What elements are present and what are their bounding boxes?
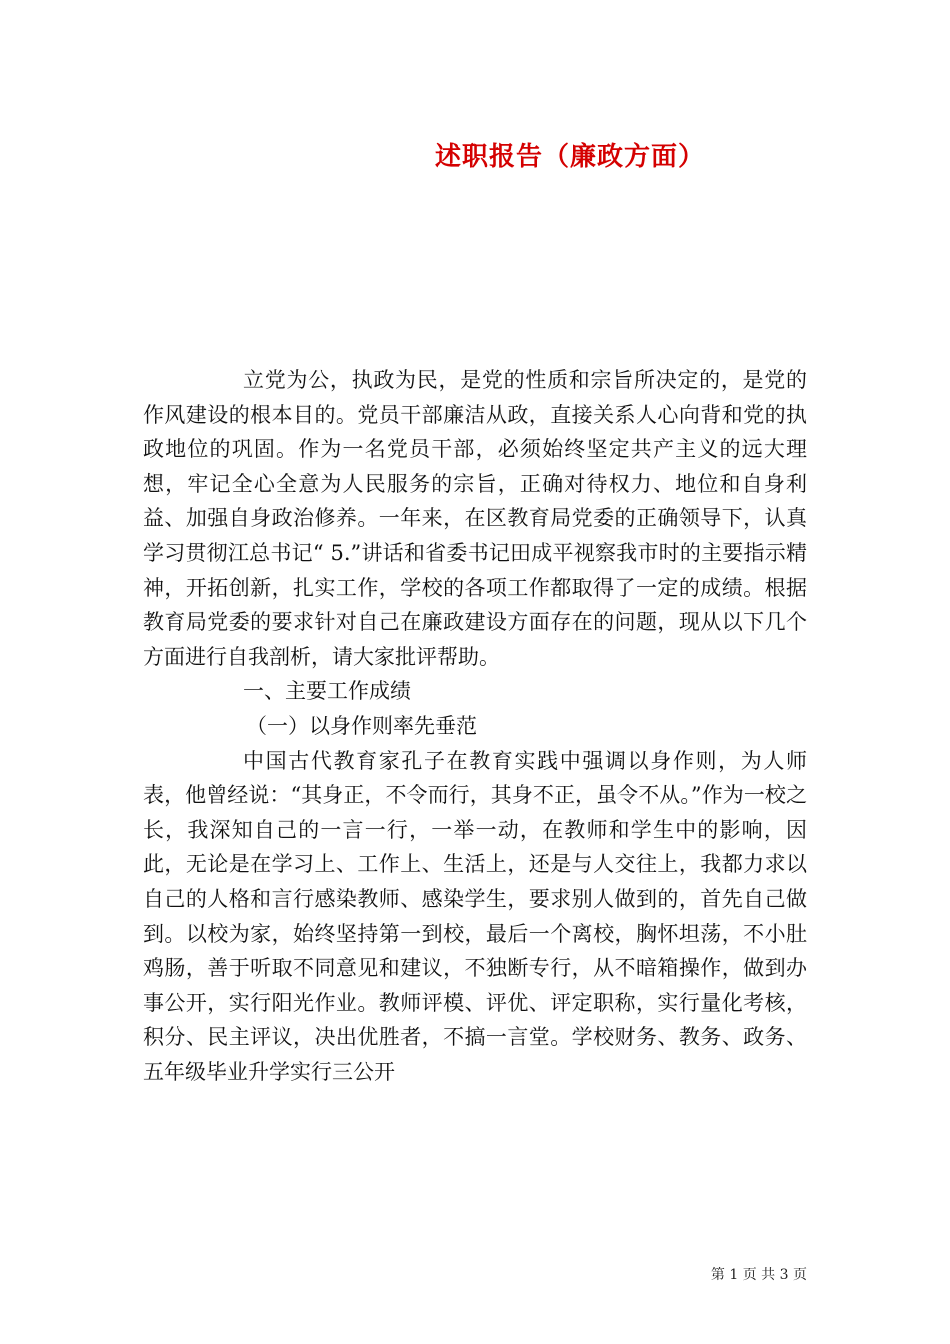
- intro-paragraph: 立党为公，执政为民，是党的性质和宗旨所决定的，是党的作风建设的根本目的。党员干部廉洁从政，直接关系人心向背和党的执政地位的巩固。作为一名党员干部，必须始终坚定共产主义的远大理想，牢记全心全意为人民服务的宗旨，正确对待权力、地位和自身利益、加强自身政治修养。一年来，在区教育局党委的正确领导下，认真学习贯彻江总书记“ 5.”讲话和省委书记田成平视察我市时的主要指示精神，开拓创新，扎实工作，学校的各项工作都取得了一定的成绩。根据教育局党委的要求针对自己在廉政建设方面存在的问题，现从以下几个方面进行自我剖析，请大家批评帮助。: [143, 368, 807, 669]
- document-body: [143, 363, 807, 1089]
- subsection-heading: （一）以身作则率先垂范: [246, 713, 477, 738]
- page-title: 述职报告（廉政方面）: [434, 142, 705, 172]
- body-paragraph: 中国古代教育家孔子在教育实践中强调以身作则，为人师表，他曾经说：“其身正，不令而行，其身不正，虽令不从。”作为一校之长，我深知自己的一言一行，一举一动，在教师和学生中的影响，因此，无论是在学习上、工作上、生活上，还是与人交往上，我都力求以自己的人格和言行感染教师、感染学生，要求别人做到的，首先自己做到。以校为家，始终坚持第一到校，最后一个离校，胸怀坦荡，不小肚鸡肠，善于听取不同意见和建议，不独断专行，从不暗箱操作，做到办事公开，实行阳光作业。教师评模、评优、评定职称，实行量化考核，积分、民主评议，决出优胜者，不搞一言堂。学校财务、教务、政务、五年级毕业升学实行三公开: [143, 748, 807, 1084]
- section-heading: 一、主要工作成绩: [243, 679, 411, 704]
- page-number: 第 1 页 共 3 页: [710, 1267, 807, 1283]
